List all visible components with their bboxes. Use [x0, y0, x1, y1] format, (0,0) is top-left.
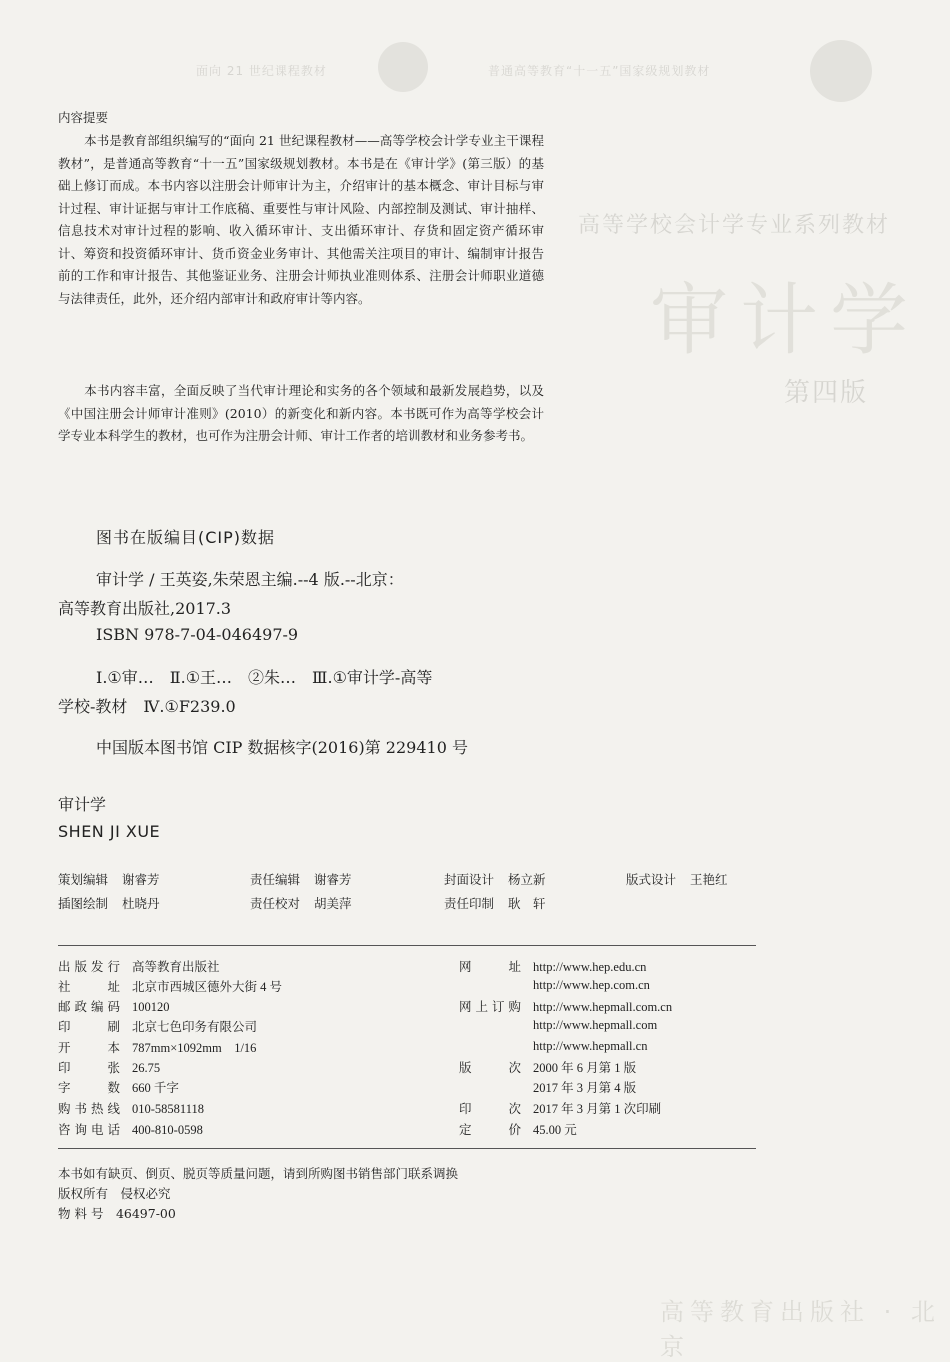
pub-info-row — [459, 1099, 661, 1117]
abstract-label: 内容提要 — [58, 110, 109, 125]
staff-name: 耿 轩 — [508, 896, 546, 911]
pub-info-row — [459, 997, 672, 1015]
staff-credit — [444, 870, 546, 888]
pub-info-value: 100120 — [132, 1000, 170, 1014]
staff-role: 策划编辑 — [58, 872, 109, 887]
pub-info-key: 印张 — [58, 1060, 120, 1075]
cip-record-number: 中国版本图书馆 CIP 数据核字(2016)第 229410 号 — [96, 738, 468, 757]
pub-info-value: 010-58581118 — [132, 1102, 204, 1116]
divider — [58, 945, 756, 946]
pub-info-key: 开本 — [58, 1040, 120, 1055]
pub-info-key: 购书热线 — [58, 1101, 120, 1116]
staff-role: 责任印制 — [444, 896, 495, 911]
bleed-series-label: 普通高等教育“十一五”国家级规划教材 — [488, 64, 711, 78]
abstract-paragraph-1 — [58, 130, 544, 310]
abstract-paragraph-2 — [58, 380, 544, 448]
pub-info-value: 2017 年 3 月第 4 版 — [533, 1081, 637, 1095]
cip-heading: 图书在版编目(CIP)数据 — [96, 528, 276, 547]
staff-credit — [444, 894, 546, 912]
pub-info-key: 定价 — [459, 1122, 521, 1137]
pub-info-value: http://www.hepmall.com.cn — [533, 1000, 673, 1014]
pub-info-row — [58, 957, 220, 975]
abstract-text-1: 本书是教育部组织编写的“面向 21 世纪课程教材——高等学校会计学专业主干课程教材”，是普通高等教育“十一五”国家级规划教材。本书是在《审计学》(第三版）的基础上修订而成。本书内容以注册会计师审计为主，介绍审计的基本概念、审计目标与审计过程、审计证据与审计工作底稿、重要性与审计风险、内部控制及测试、审计抽样、信息技术对审计过程的影响、收入循环审计、支出循环审计、存货和固定资产循环审计、筹资和投资循环审计、货币资金业务审计、其他需关注项目的审计、编制审计报告前的工作和审计报告、其他鉴证业务、注册会计师执业准则体系、注册会计师职业道德与法律责任，此外，还介绍内部审计和政府审计等内容。 — [58, 133, 544, 306]
pub-info-value: 787mm×1092mm 1/16 — [132, 1041, 257, 1055]
staff-name: 王艳红 — [690, 872, 728, 887]
staff-role: 封面设计 — [444, 872, 495, 887]
pub-info-row — [58, 1058, 160, 1076]
pub-info-key: 印次 — [459, 1101, 521, 1116]
pub-info-value: 400-810-0598 — [132, 1123, 203, 1137]
bleed-edition: 第四版 — [784, 378, 869, 408]
cip-line: 审计学 / 王英姿,朱荣恩主编.--4 版.--北京： — [96, 570, 404, 589]
pub-info-value: 北京七色印务有限公司 — [132, 1020, 258, 1034]
pub-info-row — [58, 997, 170, 1015]
pub-info-value: http://www.hepmall.com — [533, 1018, 658, 1032]
bleed-title: 审计学 — [650, 276, 921, 366]
quality-notice: 本书如有缺页、倒页、脱页等质量问题，请到所购图书销售部门联系调换 — [58, 1166, 459, 1181]
pub-info-value: 高等教育出版社 — [132, 960, 220, 974]
pub-info-row — [459, 1038, 647, 1054]
staff-role: 责任校对 — [250, 896, 301, 911]
staff-role: 插图绘制 — [58, 896, 109, 911]
series-seal-icon — [378, 42, 428, 92]
pub-info-row — [58, 1017, 257, 1035]
staff-name: 胡美萍 — [314, 896, 352, 911]
bleed-series-label-2: 面向 21 世纪课程教材 — [196, 64, 327, 78]
pub-info-row — [459, 1017, 657, 1033]
staff-role: 责任编辑 — [250, 872, 301, 887]
pub-info-key: 版次 — [459, 1060, 521, 1075]
pub-info-row — [459, 1058, 636, 1076]
pub-info-value: 45.00 元 — [533, 1123, 577, 1137]
pub-info-row — [58, 1038, 256, 1056]
staff-credit — [58, 870, 160, 888]
pub-info-value: 26.75 — [132, 1061, 161, 1075]
staff-name: 谢睿芳 — [122, 872, 160, 887]
publisher-seal-icon — [810, 40, 872, 102]
cip-classification: Ⅰ.①审… Ⅱ.①王… ②朱… Ⅲ.①审计学-高等 — [96, 668, 433, 687]
pub-info-row — [459, 977, 650, 993]
cip-isbn: ISBN 978-7-04-046497-9 — [96, 625, 299, 644]
pub-info-row — [58, 977, 282, 995]
staff-name: 杨立新 — [508, 872, 546, 887]
pub-info-value: 660 千字 — [132, 1081, 179, 1095]
abstract-text-2: 本书内容丰富，全面反映了当代审计理论和实务的各个领域和最新发展趋势，以及《中国注册会计师审计准则》(2010）的新变化和新内容。本书既可作为高等学校会计学专业本科学生的教材，也可作为注册会计师、审计工作者的培训教材和业务参考书。 — [58, 383, 544, 443]
pub-info-value: http://www.hep.edu.cn — [533, 960, 647, 974]
pub-info-row — [459, 1120, 577, 1138]
cip-classification-cont: 学校-教材 Ⅳ.①F239.0 — [58, 697, 236, 716]
material-number: 物 料 号 46497-00 — [58, 1206, 176, 1221]
divider — [58, 1148, 756, 1149]
book-pinyin: SHEN JI XUE — [58, 822, 161, 841]
pub-info-row — [58, 1099, 204, 1117]
staff-name: 杜晓丹 — [122, 896, 160, 911]
staff-name: 谢睿芳 — [314, 872, 352, 887]
pub-info-value: 2000 年 6 月第 1 版 — [533, 1061, 637, 1075]
pub-info-key: 出版发行 — [58, 959, 120, 974]
pub-info-value: 2017 年 3 月第 1 次印刷 — [533, 1102, 662, 1116]
staff-role: 版式设计 — [626, 872, 677, 887]
bleed-publisher: 高等教育出版社 · 北京 — [660, 1298, 941, 1361]
staff-credit — [626, 870, 728, 888]
pub-info-value: http://www.hep.com.cn — [533, 978, 650, 992]
pub-info-key: 邮政编码 — [58, 999, 120, 1014]
pub-info-key: 咨询电话 — [58, 1122, 120, 1137]
pub-info-key: 社址 — [58, 979, 120, 994]
staff-credit — [250, 894, 352, 912]
pub-info-key: 网址 — [459, 959, 521, 974]
pub-info-row — [58, 1078, 179, 1096]
rights-notice: 版权所有 侵权必究 — [58, 1186, 171, 1201]
staff-credit — [250, 870, 352, 888]
pub-info-key: 印刷 — [58, 1019, 120, 1034]
pub-info-value: 北京市西城区德外大街 4 号 — [132, 980, 283, 994]
pub-info-key: 字数 — [58, 1080, 120, 1095]
bleed-series-name: 高等学校会计学专业系列教材 — [578, 213, 891, 238]
pub-info-row — [58, 1120, 203, 1138]
pub-info-row — [459, 957, 646, 975]
staff-credit — [58, 894, 160, 912]
book-title: 审计学 — [58, 795, 107, 814]
cip-line: 高等教育出版社,2017.3 — [58, 599, 232, 618]
pub-info-value: http://www.hepmall.cn — [533, 1039, 648, 1053]
pub-info-row — [459, 1078, 636, 1096]
pub-info-key: 网上订购 — [459, 999, 521, 1014]
